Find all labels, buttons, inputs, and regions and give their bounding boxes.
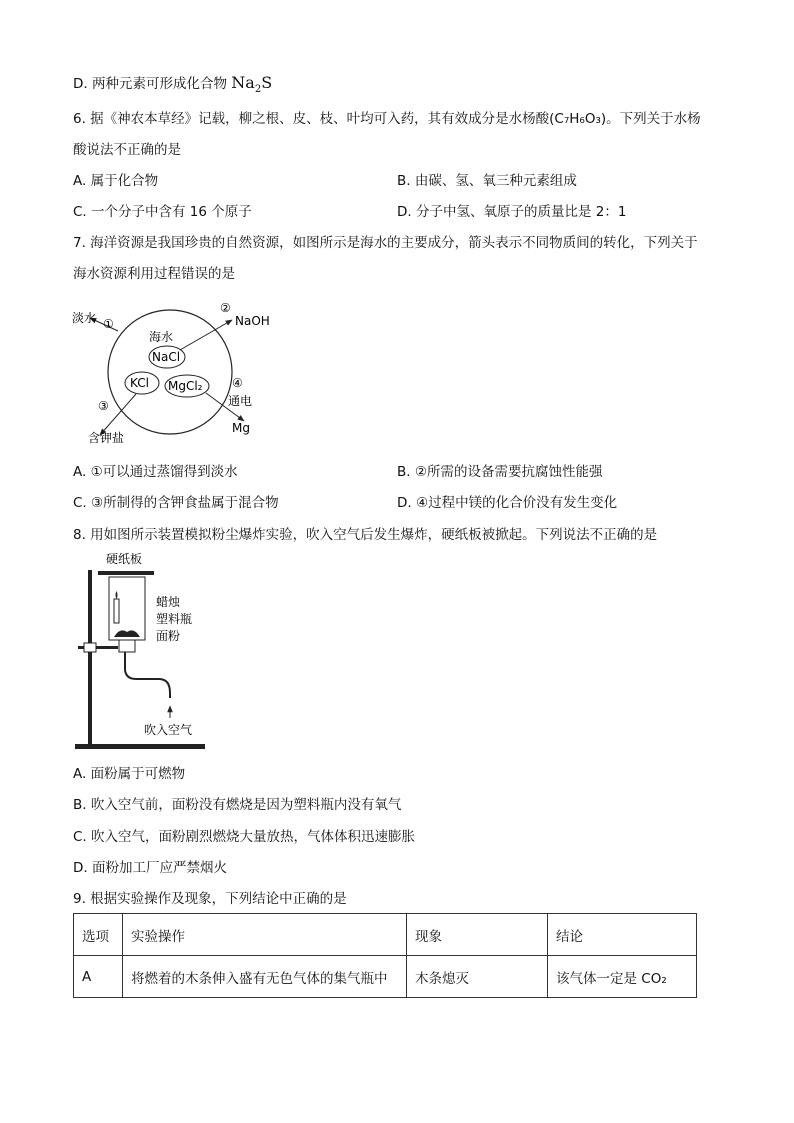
label-mark-1: ① [103, 317, 114, 331]
label-flour: 面粉 [156, 629, 181, 643]
label-electrify: 通电 [228, 394, 253, 408]
table-row [74, 956, 697, 998]
label-seawater: 海水 [149, 330, 174, 344]
label-kcl: KCl [130, 376, 149, 390]
q5-option-d-text: D. 两种元素可形成化合物 [73, 76, 227, 92]
label-mark-3: ③ [98, 399, 109, 413]
cell-conclusion: 该气体一定是 CO₂ [548, 956, 697, 998]
table-header-row [74, 914, 697, 956]
q8-option-d: D. 面粉加工厂应严禁烟火 [73, 860, 227, 876]
q7-option-c: C. ③所制得的含钾食盐属于混合物 [73, 495, 279, 511]
q6-option-d: D. 分子中氢、氧原子的质量比是 2：1 [397, 204, 627, 220]
label-cardboard: 硬纸板 [106, 552, 143, 566]
header-phenomenon: 现象 [407, 914, 548, 956]
q5-option-d [73, 73, 272, 100]
seawater-diagram [60, 295, 300, 455]
q7-stem-line1: 7. 海洋资源是我国珍贵的自然资源，如图所示是海水的主要成分，箭头表示不同物质间的转化，下列关于 [73, 235, 698, 251]
q7-stem-line2: 海水资源利用过程错误的是 [73, 266, 235, 282]
label-naoh: NaOH [235, 314, 270, 328]
cell-option: A [74, 956, 123, 998]
q9-stem: 9. 根据实验操作及现象，下列结论中正确的是 [73, 891, 347, 907]
q8-option-b: B. 吹入空气前，面粉没有燃烧是因为塑料瓶内没有氧气 [73, 797, 402, 813]
bottle-neck [119, 640, 135, 652]
label-mark-2: ② [220, 301, 231, 315]
clamp [84, 643, 96, 652]
q7-option-a: A. ①可以通过蒸馏得到淡水 [73, 464, 238, 480]
q6-stem-line1: 6. 据《神农本草经》记载，柳之根、皮、枝、叶均可入药，其有效成分是水杨酸(C₇H₆O₃)。下列关于水杨 [73, 111, 701, 127]
q8-option-a: A. 面粉属于可燃物 [73, 766, 186, 782]
candle [114, 599, 119, 623]
stand-base [75, 744, 205, 749]
label-blow-air: 吹入空气 [144, 723, 193, 737]
arrow-2 [180, 320, 232, 350]
seawater-circle [108, 310, 232, 434]
label-plastic-bottle: 塑料瓶 [156, 612, 193, 626]
label-mg: Mg [232, 421, 250, 435]
label-fresh-water: 淡水 [72, 311, 97, 325]
cardboard [98, 571, 154, 575]
header-conclusion: 结论 [548, 914, 697, 956]
q8-stem: 8. 用如图所示装置模拟粉尘爆炸实验，吹入空气后发生爆炸，硬纸板被掀起。下列说法不正确的是 [73, 527, 658, 543]
dust-explosion-apparatus [68, 548, 218, 753]
label-candle: 蜡烛 [156, 595, 181, 609]
stand-rod [88, 570, 92, 746]
header-option: 选项 [74, 914, 123, 956]
q6-stem-line2: 酸说法不正确的是 [73, 142, 181, 158]
q7-option-d: D. ④过程中镁的化合价没有发生变化 [397, 495, 618, 511]
q6-option-c: C. 一个分子中含有 16 个原子 [73, 204, 252, 220]
label-mgcl2: MgCl₂ [168, 379, 203, 393]
air-tube [125, 652, 170, 698]
label-mark-4: ④ [232, 376, 243, 390]
label-nacl: NaCl [152, 350, 181, 364]
header-operation: 实验操作 [123, 914, 407, 956]
q8-option-c: C. 吹入空气，面粉剧烈燃烧大量放热，气体体积迅速膨胀 [73, 829, 416, 845]
q9-table [73, 913, 697, 998]
q6-option-b: B. 由碳、氢、氧三种元素组成 [397, 173, 577, 189]
label-potassium-salt: 含钾盐 [88, 431, 125, 445]
q7-option-b: B. ②所需的设备需要抗腐蚀性能强 [397, 464, 603, 480]
q6-option-a: A. 属于化合物 [73, 173, 159, 189]
cell-operation: 将燃着的木条伸入盛有无色气体的集气瓶中 [123, 956, 407, 998]
na2s-formula: $Na_2S$ [231, 73, 273, 96]
cell-phenomenon: 木条熄灭 [407, 956, 548, 998]
